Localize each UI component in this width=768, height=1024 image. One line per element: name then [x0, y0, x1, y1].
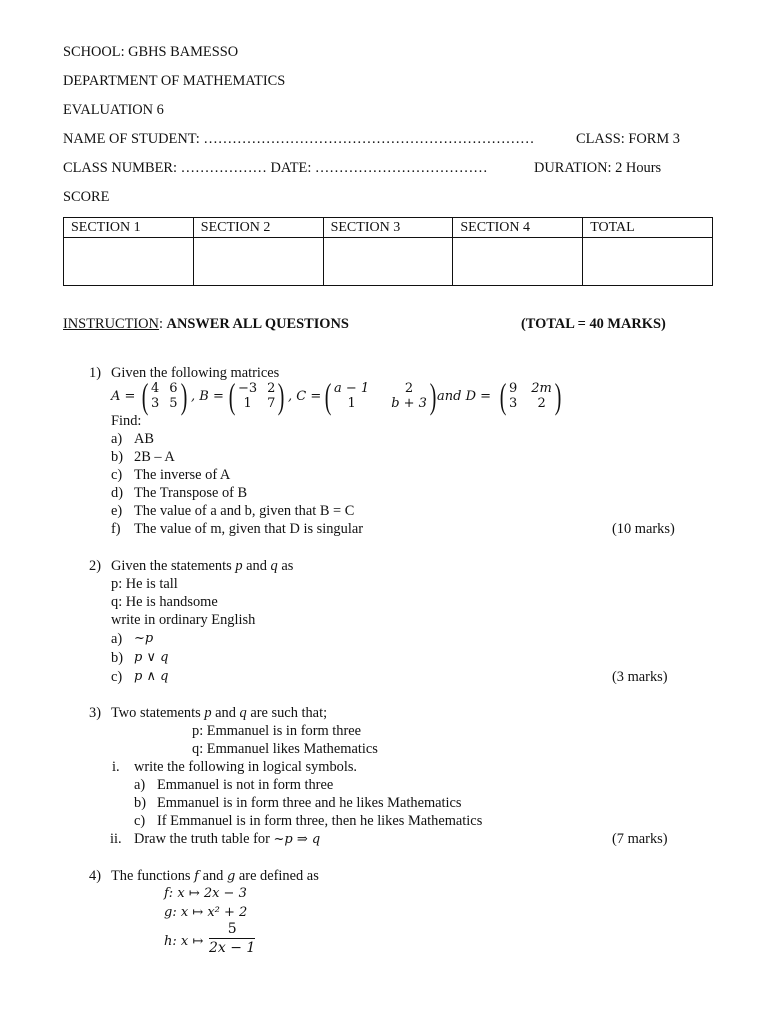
- score-header-section-3: SECTION 3: [323, 218, 453, 238]
- instruction-label: INSTRUCTION: [63, 316, 159, 332]
- q2-as: as: [281, 558, 294, 574]
- q2-part-a: ~p: [134, 631, 154, 646]
- q1-number: 1): [89, 365, 101, 381]
- matrix-b-22: 7: [267, 396, 276, 411]
- q4-and: and: [202, 868, 224, 884]
- q4-h-numerator: 5: [209, 921, 255, 939]
- q2-q: q: [270, 558, 278, 574]
- q2-statement-q: q: He is handsome: [111, 594, 218, 610]
- q2-write: write in ordinary English: [111, 612, 256, 628]
- department-line: DEPARTMENT OF MATHEMATICS: [63, 73, 286, 89]
- q3-i-text: write the following in logical symbols.: [134, 759, 358, 775]
- q1-part-a-label: a): [111, 431, 123, 447]
- school-line: SCHOOL: GBHS BAMESSO: [63, 44, 239, 60]
- q2-number: 2): [89, 558, 101, 574]
- q4-f-definition: f: x ↦ 2x − 3: [164, 886, 247, 901]
- q1-part-e: The value of a and b, given that B = C: [134, 503, 355, 519]
- q3-p: p: [204, 705, 212, 721]
- name-of-student-row: [63, 130, 534, 148]
- matrix-d-label: and D =: [437, 389, 492, 404]
- matrix-d-21: 3: [509, 396, 518, 411]
- score-cell-section-4[interactable]: [453, 238, 583, 286]
- matrix-b-11: −3: [238, 381, 258, 396]
- matrix-c-11: a − 1: [334, 381, 370, 396]
- q3-part-b: Emmanuel is in form three and he likes Mathematics: [157, 795, 462, 811]
- score-header-section-2: SECTION 2: [193, 218, 323, 238]
- matrix-a-12: 6: [169, 381, 178, 396]
- instruction-row: [63, 315, 349, 333]
- q4-h-fraction: [209, 921, 255, 956]
- score-table: [63, 217, 713, 286]
- evaluation-line: EVALUATION 6: [63, 102, 164, 118]
- matrix-d-22: 2: [537, 396, 546, 411]
- q4-stem: [111, 867, 319, 886]
- q2-and: and: [246, 558, 267, 574]
- name-dots: : ……………………………………………………………: [195, 131, 535, 147]
- matrix-a-21: 3: [151, 396, 160, 411]
- q4-g-definition: g: x ↦ x² + 2: [164, 905, 248, 920]
- matrix-a: ( 4 6 3 5 ): [141, 376, 187, 416]
- instruction-colon: :: [158, 316, 163, 332]
- q3-statement-q: q: Emmanuel likes Mathematics: [192, 741, 378, 757]
- score-cell-section-1[interactable]: [64, 238, 194, 286]
- score-header-total: TOTAL: [583, 218, 713, 238]
- q1-part-e-label: e): [111, 503, 123, 519]
- q2-part-b-label: b): [111, 650, 123, 666]
- q4-stem-b: are defined as: [238, 868, 319, 884]
- q3-stem-a: Two statements: [111, 705, 201, 721]
- date-dots: : ………………………………: [307, 160, 488, 176]
- q3-part-c-label: c): [134, 813, 146, 829]
- q1-part-a: AB: [134, 431, 154, 447]
- date-label: DATE: [270, 160, 308, 176]
- matrix-c-12: 2: [404, 381, 414, 396]
- q3-and: and: [215, 705, 236, 721]
- matrix-d-12: 2m: [531, 381, 552, 396]
- q3-i-number: i.: [112, 759, 120, 775]
- instruction-total: (TOTAL = 40 MARKS): [521, 316, 666, 332]
- class-number-label: CLASS NUMBER: [63, 160, 173, 176]
- q1-part-b-label: b): [111, 449, 123, 465]
- q4-h-label: h: x ↦: [164, 934, 204, 949]
- score-cell-section-2[interactable]: [193, 238, 323, 286]
- score-cell-total[interactable]: [583, 238, 713, 286]
- q2-marks: (3 marks): [612, 669, 668, 685]
- q1-part-f-label: f): [111, 521, 121, 537]
- q3-ii-row: [134, 830, 320, 849]
- matrix-c-21: 1: [347, 396, 356, 411]
- q2-part-b: p ∨ q: [134, 650, 169, 665]
- q3-statement-p: p: Emmanuel is in form three: [192, 723, 362, 739]
- q3-part-a: Emmanuel is not in form three: [157, 777, 334, 793]
- matrix-c: ( a − 1 2 1 b + 3 ): [324, 376, 437, 416]
- q2-stem: [111, 557, 293, 575]
- q3-ii-expr: ~p ⇒ q: [273, 832, 321, 847]
- duration-label: DURATION: 2 Hours: [534, 160, 662, 176]
- q4-stem-a: The functions: [111, 868, 191, 884]
- q3-q: q: [239, 705, 247, 721]
- q1-part-d: The Transpose of B: [134, 485, 248, 501]
- q1-part-d-label: d): [111, 485, 123, 501]
- q3-ii-text: Draw the truth table for: [134, 831, 270, 847]
- score-label: SCORE: [63, 189, 110, 205]
- q2-p: p: [235, 558, 243, 574]
- matrix-c-22: b + 3: [391, 396, 427, 411]
- matrix-c-label: , C =: [288, 389, 322, 404]
- matrix-d-11: 9: [509, 381, 518, 396]
- class-number-dots: : ………………: [172, 160, 267, 176]
- q4-g: g: [226, 869, 236, 884]
- q1-part-f: The value of m, given that D is singular: [134, 521, 363, 537]
- q1-find: Find:: [111, 413, 142, 429]
- q3-stem: [111, 704, 327, 722]
- q3-ii-number: ii.: [110, 831, 122, 847]
- matrix-b-label: , B =: [191, 389, 224, 404]
- q1-part-b: 2B – A: [134, 449, 175, 465]
- q2-stem-a: Given the statements: [111, 558, 232, 574]
- matrix-a-11: 4: [151, 381, 160, 396]
- q3-number: 3): [89, 705, 101, 721]
- score-cell-section-3[interactable]: [323, 238, 453, 286]
- matrix-b: ( −3 2 1 7 ): [228, 376, 285, 416]
- q3-part-a-label: a): [134, 777, 146, 793]
- matrix-a-label: A =: [111, 389, 136, 404]
- matrix-b-21: 1: [243, 396, 252, 411]
- q3-marks: (7 marks): [612, 831, 668, 847]
- name-label: NAME OF STUDENT: [63, 131, 196, 147]
- score-header-section-4: SECTION 4: [453, 218, 583, 238]
- q3-part-b-label: b): [134, 795, 146, 811]
- q1-part-c-label: c): [111, 467, 123, 483]
- q4-number: 4): [89, 868, 101, 884]
- class-label: CLASS: FORM 3: [576, 131, 680, 147]
- matrix-d: ( 9 2m 3 2 ): [499, 376, 562, 416]
- class-number-row: [63, 159, 488, 177]
- matrix-a-22: 5: [169, 396, 178, 411]
- q2-statement-p: p: He is tall: [111, 576, 178, 592]
- q1-marks: (10 marks): [612, 521, 675, 537]
- q1-part-c: The inverse of A: [134, 467, 231, 483]
- matrix-b-12: 2: [267, 381, 276, 396]
- q3-stem-b: are such that;: [250, 705, 328, 721]
- q4-f: f: [194, 869, 199, 884]
- q4-h-denominator: 2x − 1: [209, 940, 256, 956]
- q2-part-a-label: a): [111, 631, 123, 647]
- q2-part-c-label: c): [111, 669, 123, 685]
- q1-stem: Given the following matrices: [111, 365, 280, 381]
- q3-part-c: If Emmanuel is in form three, then he likes Mathematics: [157, 813, 483, 829]
- score-header-section-1: SECTION 1: [64, 218, 194, 238]
- q2-part-c: p ∧ q: [134, 669, 169, 684]
- instruction-text: ANSWER ALL QUESTIONS: [166, 316, 349, 332]
